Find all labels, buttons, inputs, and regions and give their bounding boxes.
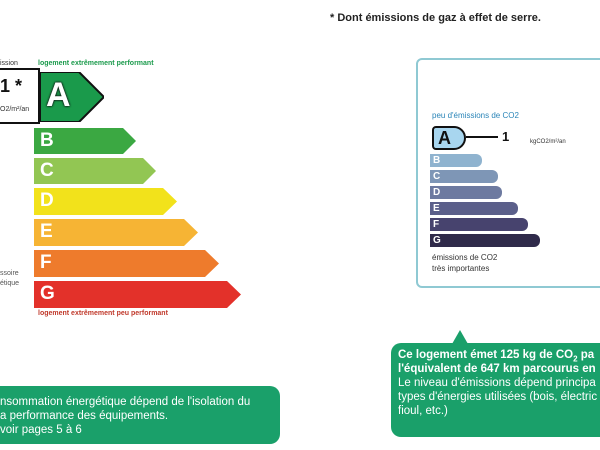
co2-info-line-5: fioul, etc.) (398, 405, 448, 417)
energy-label-top-left-text: ission (0, 60, 18, 67)
energy-value: 1 * (0, 76, 23, 96)
energy-class-g (34, 281, 241, 308)
energy-info-line-2: a performance des équipements. (0, 410, 169, 422)
energy-class-letter: B (40, 130, 54, 151)
footnote-greenhouse-gas: * Dont émissions de gaz à effet de serre. (330, 12, 541, 24)
co2-class-f (430, 218, 528, 231)
co2-class-letter: A (438, 128, 451, 148)
co2-unit: kgCO2/m²/an (530, 139, 566, 145)
energy-info-panel (0, 386, 280, 444)
co2-class-e (430, 202, 518, 215)
co2-bottom-label-1: émissions de CO2 (432, 253, 498, 262)
co2-class-letter: D (433, 187, 441, 198)
energy-label-top-text: logement extrêmement performant (38, 60, 154, 67)
co2-value: 1 (502, 129, 510, 144)
co2-class-letter: F (433, 219, 440, 230)
co2-info-line-1: Ce logement émet 125 kg de $CO_2$ pa (398, 349, 595, 364)
energy-unit: O2/m²/an (0, 106, 30, 113)
energy-class-letter: G (40, 283, 55, 304)
energy-class-b (34, 128, 136, 154)
co2-info-line-4: types d'énergies utilisées (bois, électric (398, 391, 598, 403)
energy-side-label-2: étique (0, 280, 20, 287)
co2-class-letter: E (433, 203, 440, 214)
energy-class-d (34, 188, 177, 215)
energy-class-letter: E (40, 221, 53, 242)
co2-info-line-2: l'équivalent de 647 km parcourus en (398, 363, 596, 375)
co2-class-g (430, 234, 540, 247)
energy-class-f (34, 250, 219, 277)
energy-label-bottom-text: logement extrêmement peu performant (38, 310, 168, 317)
energy-class-letter: C (40, 160, 54, 181)
co2-class-d (430, 186, 502, 199)
energy-class-letter: F (40, 252, 52, 273)
energy-class-letter: A (46, 76, 71, 114)
co2-pointer-line (466, 136, 498, 138)
co2-bottom-label-2: très importantes (432, 264, 490, 273)
co2-top-label: peu d'émissions de CO2 (432, 111, 519, 120)
energy-class-a (40, 72, 104, 122)
co2-panel-pointer (452, 330, 468, 344)
energy-class-e (34, 219, 198, 246)
co2-class-c (430, 170, 498, 183)
energy-class-letter: D (40, 190, 54, 211)
energy-class-c (34, 158, 156, 184)
co2-class-letter: C (433, 171, 441, 182)
energy-info-line-1: nsommation énergétique dépend de l'isolation du (0, 396, 251, 408)
energy-side-label-1: ssoire (0, 270, 19, 277)
co2-class-letter: G (433, 235, 441, 246)
co2-class-letter: B (433, 155, 441, 166)
co2-info-panel (391, 343, 600, 437)
co2-class-a (432, 126, 466, 150)
co2-class-b (430, 154, 482, 167)
co2-info-line-3: Le niveau d'émissions dépend principa (398, 377, 596, 389)
energy-info-line-3: voir pages 5 à 6 (0, 424, 82, 436)
